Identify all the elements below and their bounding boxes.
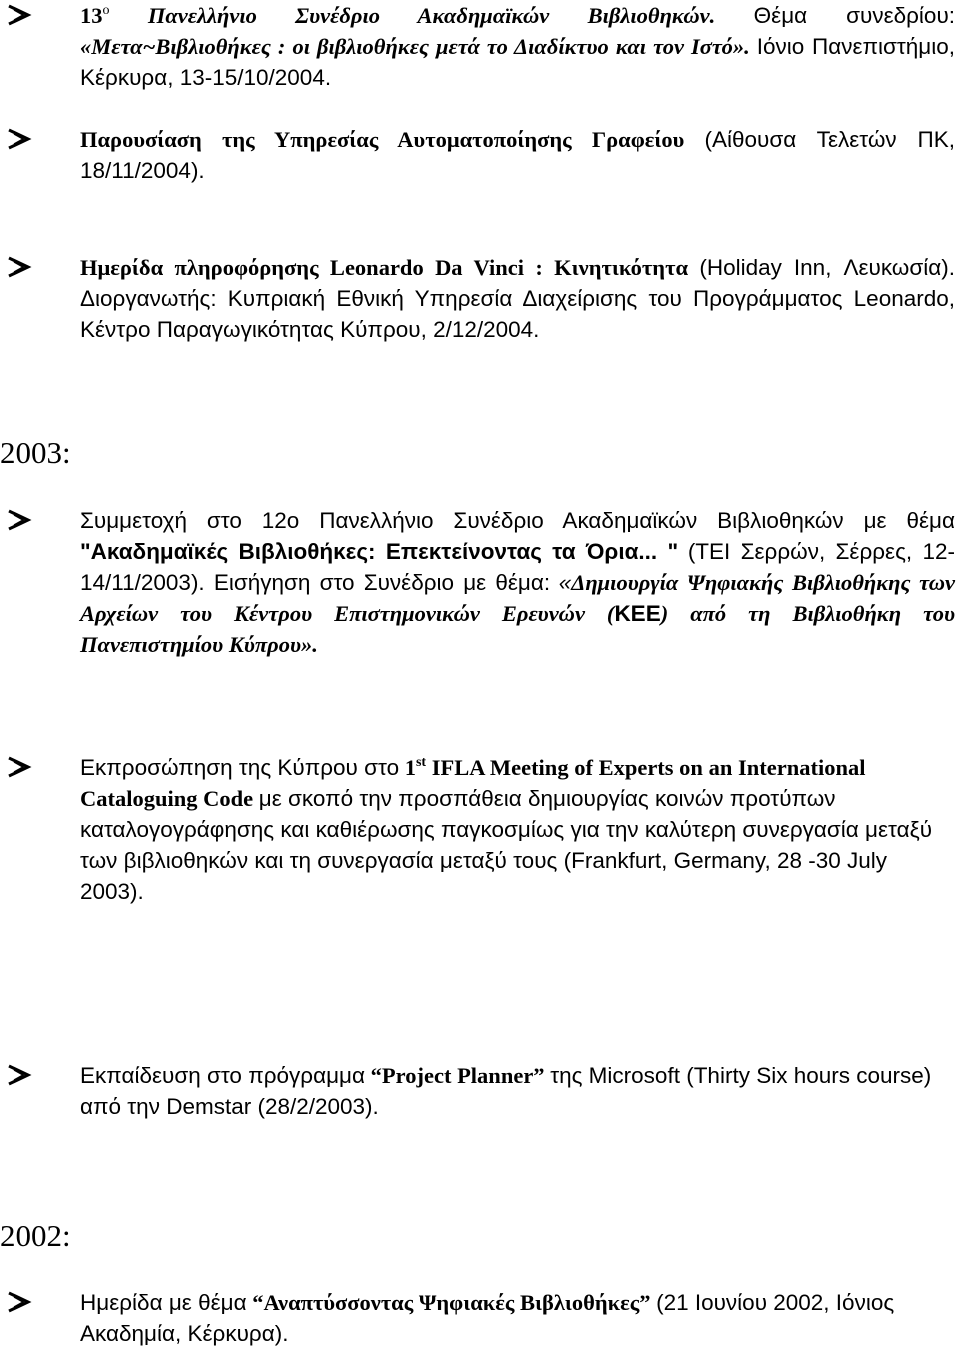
year-heading-2002: 2002: <box>0 1218 71 1253</box>
conference-title: Πανελλήνιο Συνέδριο Ακαδημαϊκών Βιβλιοθηκών. <box>147 3 716 28</box>
list-item <box>0 124 955 186</box>
training-intro: Εκπαίδευση στο πρόγραμμα <box>80 1063 366 1088</box>
participation-intro: Συμμετοχή στο 12ο Πανελλήνιο Συνέδριο Ακαδημαϊκών Βιβλιοθηκών με θέμα <box>80 508 955 533</box>
item-text <box>80 505 955 660</box>
conference-number: 13 <box>80 3 103 28</box>
participation-place: (ΤΕΙ Σερρών, Σέρρες, 12-14/11/2003). Εισήγηση στο Συνέδριο με θέμα: <box>80 539 955 595</box>
arrow-bullet-icon <box>6 128 32 150</box>
list-item <box>0 1287 955 1349</box>
arrow-bullet-icon <box>6 256 32 278</box>
participation-title: "Ακαδημαϊκές Βιβλιοθήκες: Επεκτείνοντας τα Όρια... " <box>80 539 679 564</box>
training-description: της Microsoft (Thirty Six hours course) από την Demstar (28/2/2003). <box>80 1063 932 1119</box>
year-heading-2003: 2003: <box>0 435 71 470</box>
item-text <box>80 0 955 93</box>
item-text <box>80 752 955 907</box>
seminar-place: (Holiday Inn, Λευκωσία). <box>699 255 955 280</box>
item-text <box>80 1287 955 1349</box>
theme-label: Θέμα συνεδρίου: <box>753 3 956 28</box>
representation-intro: Εκπροσώπηση της Κύπρου στο <box>80 755 400 780</box>
presentation-title: Παρουσίαση της Υπηρεσίας Αυτοματοποίησης Γραφείου <box>80 127 685 152</box>
seminar-title: Ημερίδα πληροφόρησης Leonardo Da Vinci : Κινητικότητα <box>80 255 689 280</box>
seminar-organizer: Διοργανωτής: Κυπριακή Εθνική Υπηρεσία Διαχείρισης του Προγράμματος Leonardo, Κέντρο Παραγωγικότητας Κύπρου, 2/12/2004. <box>80 286 955 342</box>
conference-place: Ιόνιο Πανεπιστήμιο, Κέρκυρα, 13-15/10/2004. <box>80 34 956 90</box>
theme-title: «Μετα~Βιβλιοθήκες : οι βιβλιοθήκες μετά το Διαδίκτυο και τον Ιστό». <box>80 34 750 59</box>
item-text <box>80 1060 955 1122</box>
talk-open-quote: « <box>558 570 572 595</box>
meeting-number-suffix: st <box>415 755 427 770</box>
meeting-number: 1 <box>404 755 416 780</box>
presentation-place: (Αίθουσα Τελετών ΠΚ, 18/11/2004). <box>80 127 955 183</box>
list-item <box>0 252 955 345</box>
arrow-bullet-icon <box>6 509 32 531</box>
training-title: “Project Planner” <box>370 1063 545 1088</box>
arrow-bullet-icon <box>6 1064 32 1086</box>
item-text <box>80 124 955 186</box>
conference-number-suffix: ο <box>102 3 110 18</box>
talk-title-end: ) από τη Βιβλιοθήκη του Πανεπιστημίου Κύπρου». <box>80 601 956 657</box>
talk-abbreviation: ΚΕΕ <box>614 601 661 626</box>
arrow-bullet-icon <box>6 1291 32 1313</box>
seminar-2002-title: “Αναπτύσσοντας Ψηφιακές Βιβλιοθήκες” <box>252 1290 651 1315</box>
seminar-2002-description: (21 Ιουνίου 2002, Ιόνιος Ακαδημία, Κέρκυρα). <box>80 1290 895 1346</box>
meeting-title: IFLA Meeting of Experts on an International Cataloguing Code <box>80 755 866 811</box>
item-text <box>80 252 955 345</box>
talk-title: Δημιουργία Ψηφιακής Βιβλιοθήκης των Αρχείων του Κέντρου Επιστημονικών Ερευνών ( <box>80 570 956 626</box>
list-item <box>0 1060 955 1122</box>
list-item <box>0 505 955 660</box>
seminar-2002-intro: Ημερίδα με θέμα <box>80 1290 247 1315</box>
list-item <box>0 0 955 93</box>
arrow-bullet-icon <box>6 756 32 778</box>
meeting-description: με σκοπό την προσπάθεια δημιουργίας κοινών προτύπων καταλογογράφησης και καθιέρωσης παγκοσμίως για την καλύτερη συνεργασία μεταξύ των βιβλιοθηκών και τη συνεργασία μεταξύ τους (Frankfurt, Germany, 28 -30 July 2003). <box>80 786 933 904</box>
list-item <box>0 752 955 907</box>
arrow-bullet-icon <box>6 4 32 26</box>
